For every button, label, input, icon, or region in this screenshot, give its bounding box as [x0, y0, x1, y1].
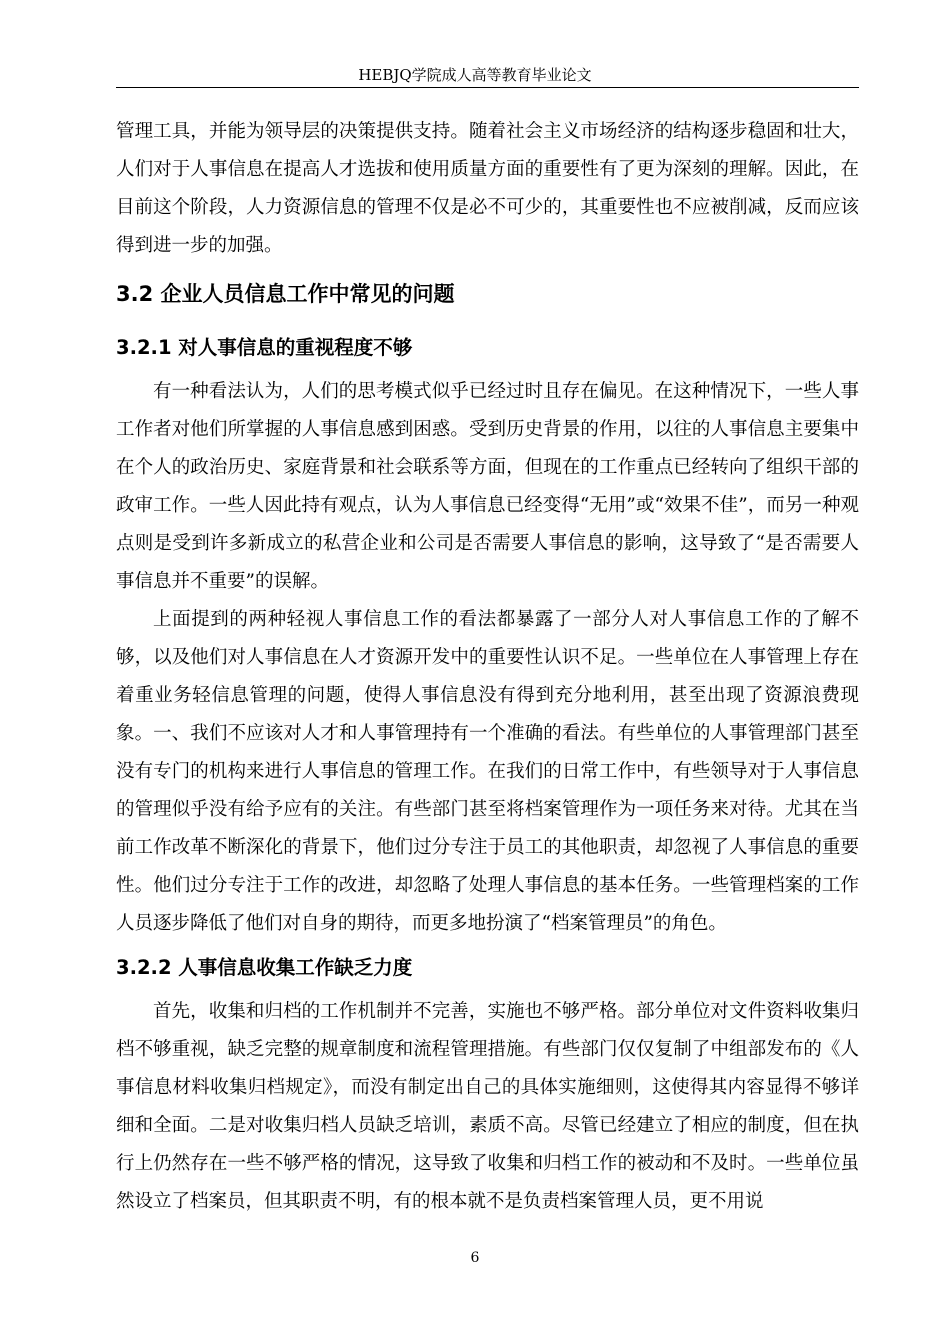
body-paragraph: 管理工具，并能为领导层的决策提供支持。随着社会主义市场经济的结构逐步稳固和壮大，人们对于人事信息在提高人才选拔和使用质量方面的重要性有了更为深刻的理解。因此，在目前这个阶段，人力资源信息的管理不仅是必不可少的，其重要性也不应被削减，反而应该得到进一步的加强。 [116, 121, 859, 256]
document-body [116, 113, 859, 1221]
header-divider [116, 87, 859, 88]
running-header: HEBJQ学院成人高等教育毕业论文 [358, 66, 592, 84]
body-paragraph: 有一种看法认为，人们的思考模式似乎已经过时且存在偏见。在这种情况下，一些人事工作者对他们所掌握的人事信息感到困惑。受到历史背景的作用，以往的人事信息主要集中在个人的政治历史、家庭背景和社会联系等方面，但现在的工作重点已经转向了组织干部的政审工作。一些人因此持有观点，认为人事信息已经变得“无用”或“效果不佳”，而另一种观点则是受到许多新成立的私营企业和公司是否需要人事信息的影响，这导致了“是否需要人事信息并不重要”的误解。 [116, 381, 859, 592]
subsection-heading: 3.2.2 人事信息收集工作缺乏力度 [116, 956, 413, 979]
subsection-heading: 3.2.1 对人事信息的重视程度不够 [116, 336, 413, 359]
body-paragraph: 上面提到的两种轻视人事信息工作的看法都暴露了一部分人对人事信息工作的了解不够，以及他们对人事信息在人才资源开发中的重要性认识不足。一些单位在人事管理上存在着重业务轻信息管理的问题，使得人事信息没有得到充分地利用，甚至出现了资源浪费现象。一、我们不应该对人才和人事管理持有一个准确的看法。有些单位的人事管理部门甚至没有专门的机构来进行人事信息的管理工作。在我们的日常工作中，有些领导对于人事信息的管理似乎没有给予应有的关注。有些部门甚至将档案管理作为一项任务来对待。尤其在当前工作改革不断深化的背景下，他们过分专注于员工的其他职责，却忽视了人事信息的重要性。他们过分专注于工作的改进，却忽略了处理人事信息的基本任务。一些管理档案的工作人员逐步降低了他们对自身的期待，而更多地扮演了“档案管理员”的角色。 [116, 609, 859, 934]
page-number: 6 [470, 1250, 480, 1266]
body-paragraph: 首先，收集和归档的工作机制并不完善，实施也不够严格。部分单位对文件资料收集归档不够重视，缺乏完整的规章制度和流程管理措施。有些部门仅仅复制了中组部发布的《人事信息材料收集归档规定》，而没有制定出自己的具体实施细则，这使得其内容显得不够详细和全面。二是对收集归档人员缺乏培训，素质不高。尽管已经建立了相应的制度，但在执行上仍然存在一些不够严格的情况，这导致了收集和归档工作的被动和不及时。一些单位虽然设立了档案员，但其职责不明，有的根本就不是负责档案管理人员，更不用说 [116, 1001, 859, 1212]
section-heading: 3.2 企业人员信息工作中常见的问题 [116, 282, 455, 306]
